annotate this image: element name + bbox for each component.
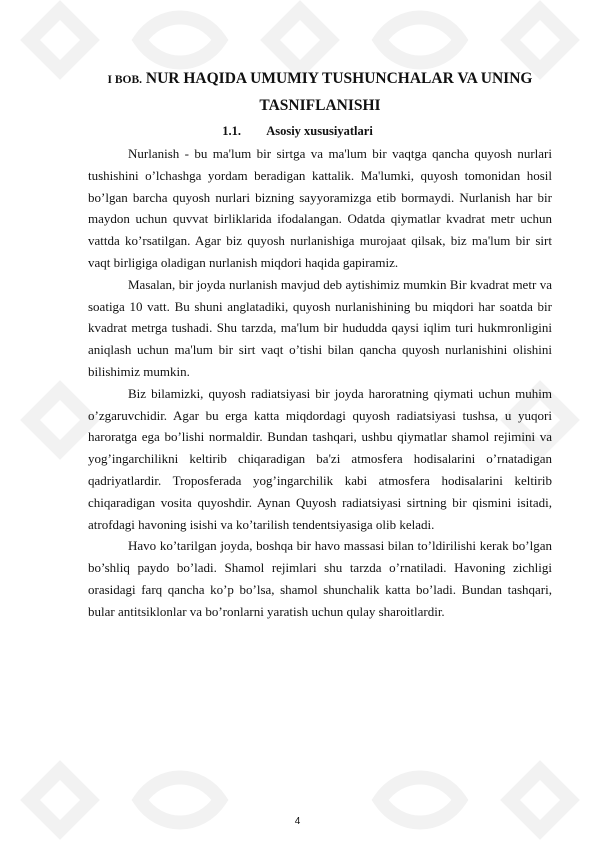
paragraph: Biz bilamizki, quyosh radiatsiyasi bir joyda haroratning qiymati uchun muhim o’zgaruvchidir. Agar bu erga katta miqdordagi quyosh radiatsiyasi tushsa, u yuqori haroratga ega bo’lishi normaldir. Bundan tashqari, ushbu qiymatlar shamol rejimini va yog’ingarchilikni keltirib chiqaradigan ba'zi atmosfera hodisalarini o’rnatadigan qadriyatlardir. Troposferada yog’ingarchilik kabi atmosfera hodisalarini keltirib chiqaradigan vosita quyoshdir. Aynan Quyosh radiatsiyasi sirtning bir qismini isitadi, atrofdagi havoning isishi va ko’tarilish tendentsiyasiga olib keladi. (88, 385, 552, 532)
paragraph: Havo ko’tarilgan joyda, boshqa bir havo massasi bilan to’ldirilishi kerak bo’lgan bo’shliq paydo bo’ladi. Shamol rejimlari shu tarzda o’rnatiladi. Havoning zichligi orasidagi farq qancha ko’p bo’lsa, shamol shunchalik katta bo’ladi. Bundan tashqari, bular antitsiklonlar va bo’ronlarni yaratish uchun qulay sharoitlardir. (88, 538, 552, 619)
section-title: Asosiy xususiyatlari (266, 124, 373, 138)
chapter-title-line-1 (88, 66, 552, 93)
chapter-title (88, 66, 552, 119)
chapter-title-text: NUR HAQIDA UMUMIY TUSHUNCHALAR VA UNING (145, 70, 533, 87)
section-heading (0, 123, 595, 139)
paragraph: Nurlanish - bu ma'lum bir sirtga va ma'lum bir vaqtga qancha quyosh nurlari tushishini o’lchashga yordam beradigan kattalik. Ma'lumki, quyosh tomonidan hosil bo’lgan barcha quyosh nurlari bizning sayyoramizga etib bormaydi. Nurlanish har bir maydon uchun quvvat birliklarida ifodalangan. Odatda qiymatlar kvadrat metr uchun vattda ko’rsatilgan. Agar biz quyosh nurlanishiga murojaat qilsak, biz ma'lum bir sirt vaqt birligiga oladigan nurlanish miqdori haqida gapiramiz. (88, 146, 552, 270)
body-text (88, 143, 552, 623)
section-number: 1.1. (222, 124, 241, 138)
page-number: 4 (294, 816, 301, 827)
paragraph: Masalan, bir joyda nurlanish mavjud deb aytishimiz mumkin Bir kvadrat metr va soatiga 10 vatt. Bu shuni anglatadiki, quyosh nurlanishining bu miqdori har soatda bir kvadrat metrga tushadi. Shu tarzda, ma'lum bir hududda qaysi iqlim turi hukmronligini aniqlash uchun ma'lum bir sirt vaqt o’tishi bilan qancha quyosh nurlanishini olishini bilishimiz mumkin. (88, 276, 552, 379)
chapter-title-line-2: TASNIFLANISHI (259, 97, 381, 114)
chapter-prefix: I BOB. (107, 74, 143, 86)
